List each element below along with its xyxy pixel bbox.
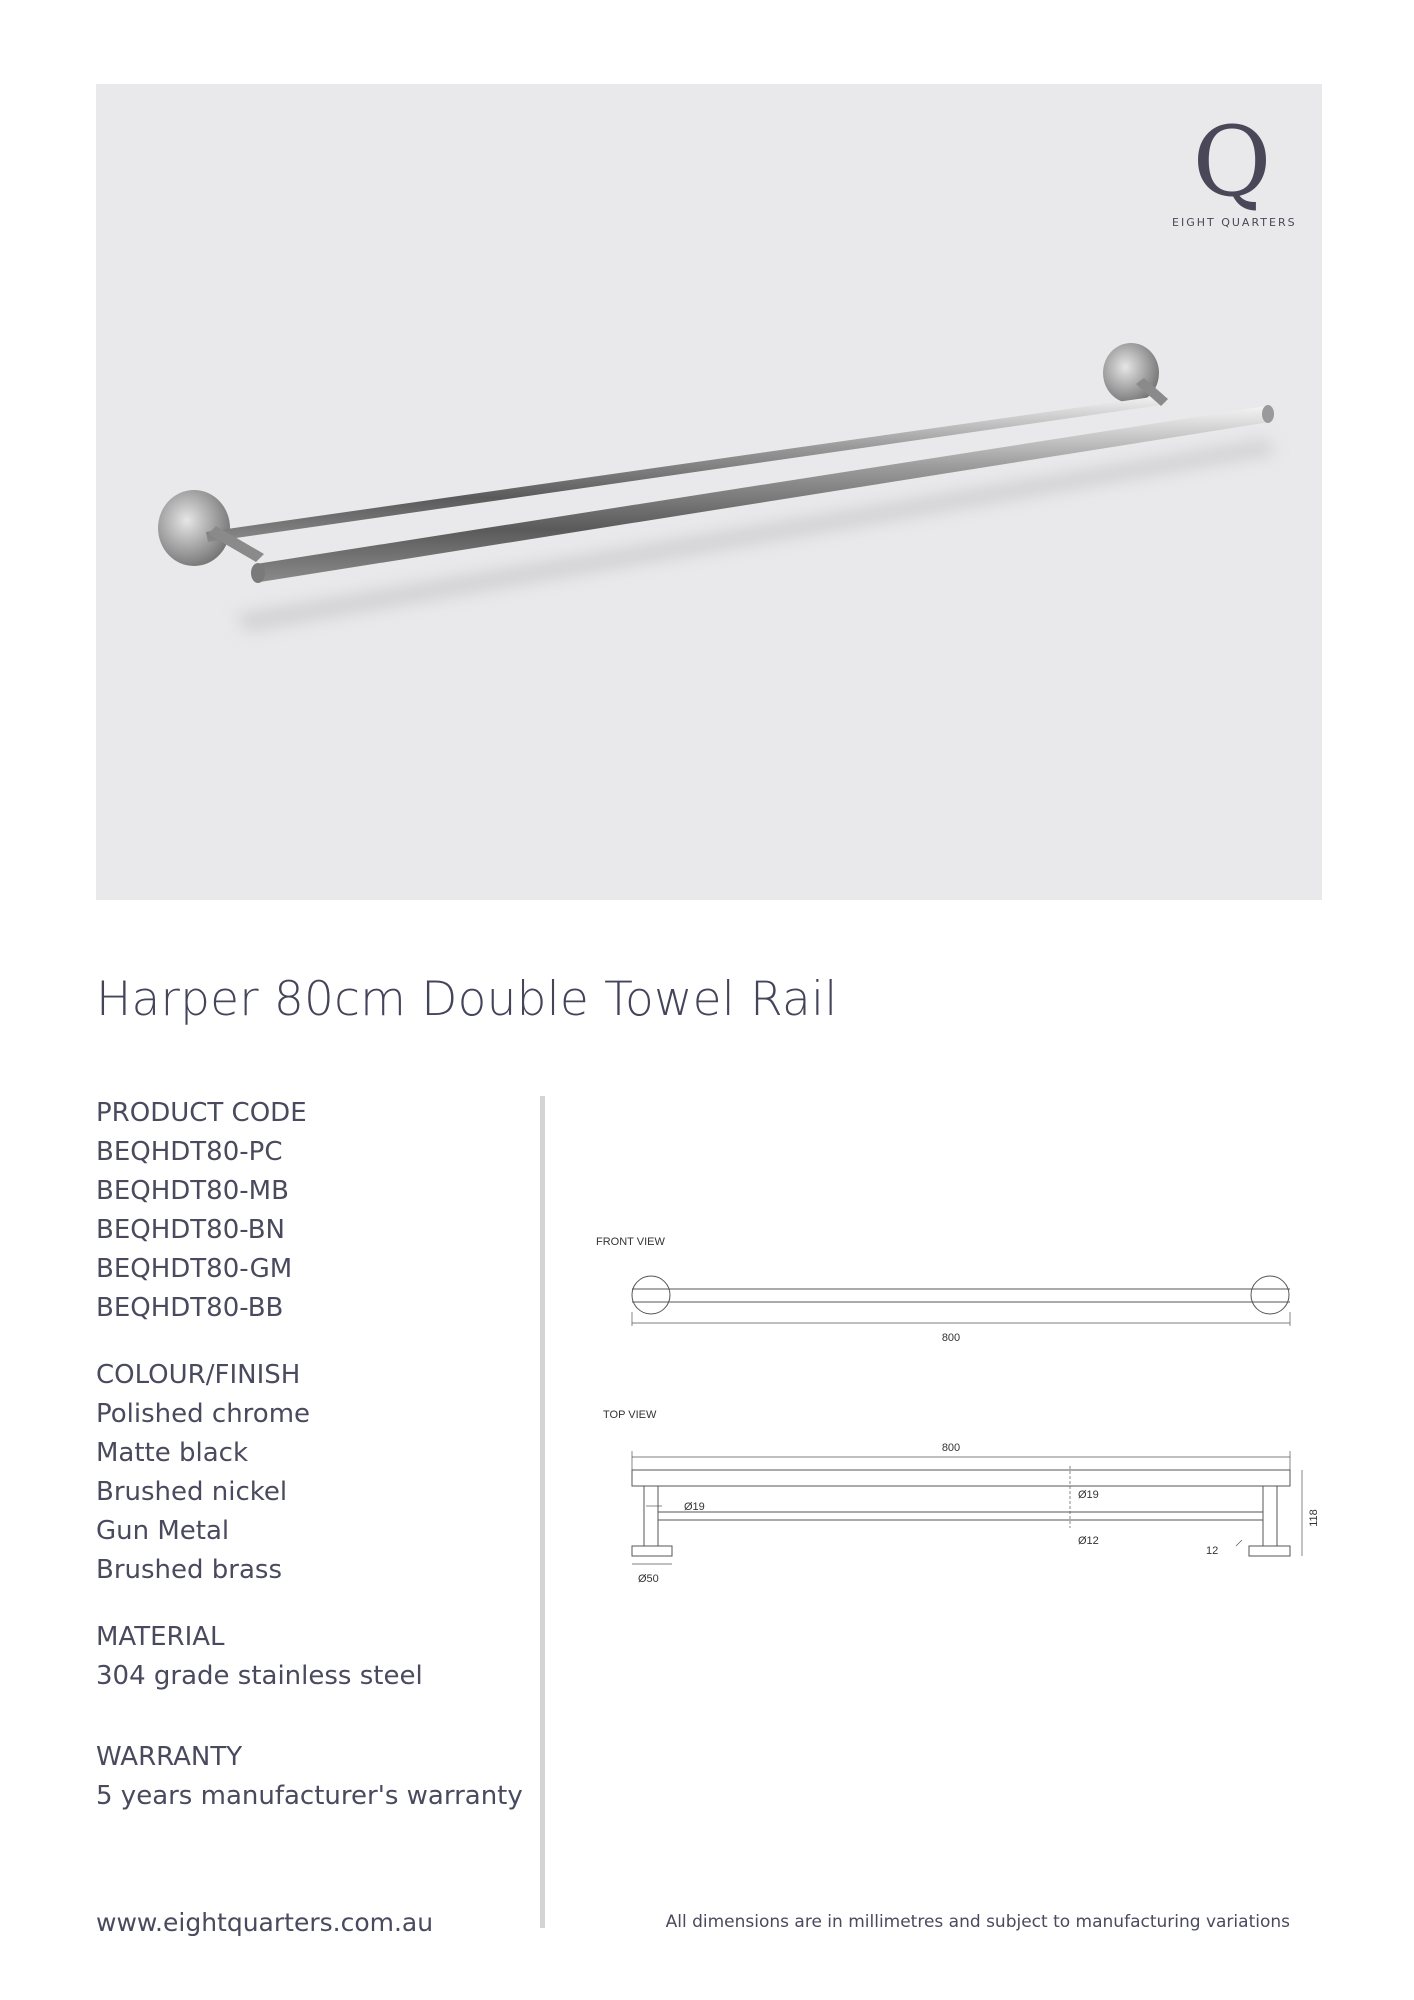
logo-q-mark: Q	[1192, 106, 1272, 218]
front-left-flange	[632, 1276, 670, 1314]
front-width-dim: 800	[941, 1332, 961, 1344]
top-left-base	[632, 1546, 672, 1556]
spec-heading: PRODUCT CODE	[96, 1098, 307, 1128]
technical-drawing	[590, 1226, 1320, 1606]
top-inner-bar	[658, 1512, 1263, 1520]
column-divider	[540, 1096, 545, 1928]
towel-rail-photo	[96, 84, 1322, 900]
top-width-dim: 800	[941, 1442, 961, 1454]
brand-name: EIGHT QUARTERS	[1172, 216, 1297, 229]
inner-bar-dim: Ø12	[1078, 1535, 1099, 1547]
finish-option: Gun Metal	[96, 1516, 230, 1546]
product-code: BEQHDT80-BB	[96, 1293, 284, 1323]
front-right-flange	[1251, 1276, 1289, 1314]
page-title: Harper 80cm Double Towel Rail	[96, 972, 838, 1027]
product-code: BEQHDT80-GM	[96, 1254, 293, 1284]
top-right-post	[1263, 1486, 1277, 1546]
projection-dim: 118	[1308, 1509, 1320, 1527]
spec-heading: WARRANTY	[96, 1742, 243, 1772]
warranty-block	[96, 1738, 523, 1816]
finish-option: Polished chrome	[96, 1399, 311, 1429]
finish-option: Brushed brass	[96, 1555, 283, 1585]
material-block	[96, 1618, 516, 1696]
base-dim: Ø50	[638, 1573, 659, 1585]
finish-option: Brushed nickel	[96, 1477, 288, 1507]
specifications	[96, 1094, 523, 1844]
top-left-post	[644, 1486, 658, 1546]
spec-heading: MATERIAL	[96, 1622, 225, 1652]
brand-logo	[1172, 106, 1297, 229]
material-value: 304 grade stainless steel	[96, 1661, 423, 1691]
warranty-value: 5 years manufacturer's warranty	[96, 1781, 523, 1811]
base-thickness-dim: 12	[1206, 1545, 1219, 1557]
top-right-base	[1249, 1546, 1290, 1556]
product-code-block	[96, 1094, 516, 1328]
website-link[interactable]: www.eightquarters.com.au	[96, 1908, 434, 1937]
product-image-panel	[96, 84, 1322, 900]
top-outer-bar	[632, 1470, 1290, 1486]
spec-heading: COLOUR/FINISH	[96, 1360, 301, 1390]
product-code: BEQHDT80-PC	[96, 1137, 283, 1167]
top-view-label: TOP VIEW	[603, 1409, 657, 1421]
finish-option: Matte black	[96, 1438, 249, 1468]
product-code: BEQHDT80-BN	[96, 1215, 286, 1245]
product-code: BEQHDT80-MB	[96, 1176, 289, 1206]
outer-bar-dim: Ø19	[1078, 1489, 1099, 1501]
front-view-label: FRONT VIEW	[596, 1236, 665, 1248]
post-dim: Ø19	[684, 1501, 705, 1513]
dimensions-disclaimer: All dimensions are in millimetres and subject to manufacturing variations	[665, 1912, 1290, 1932]
base-thickness-tick	[1236, 1540, 1242, 1546]
colour-finish-block	[96, 1356, 516, 1590]
